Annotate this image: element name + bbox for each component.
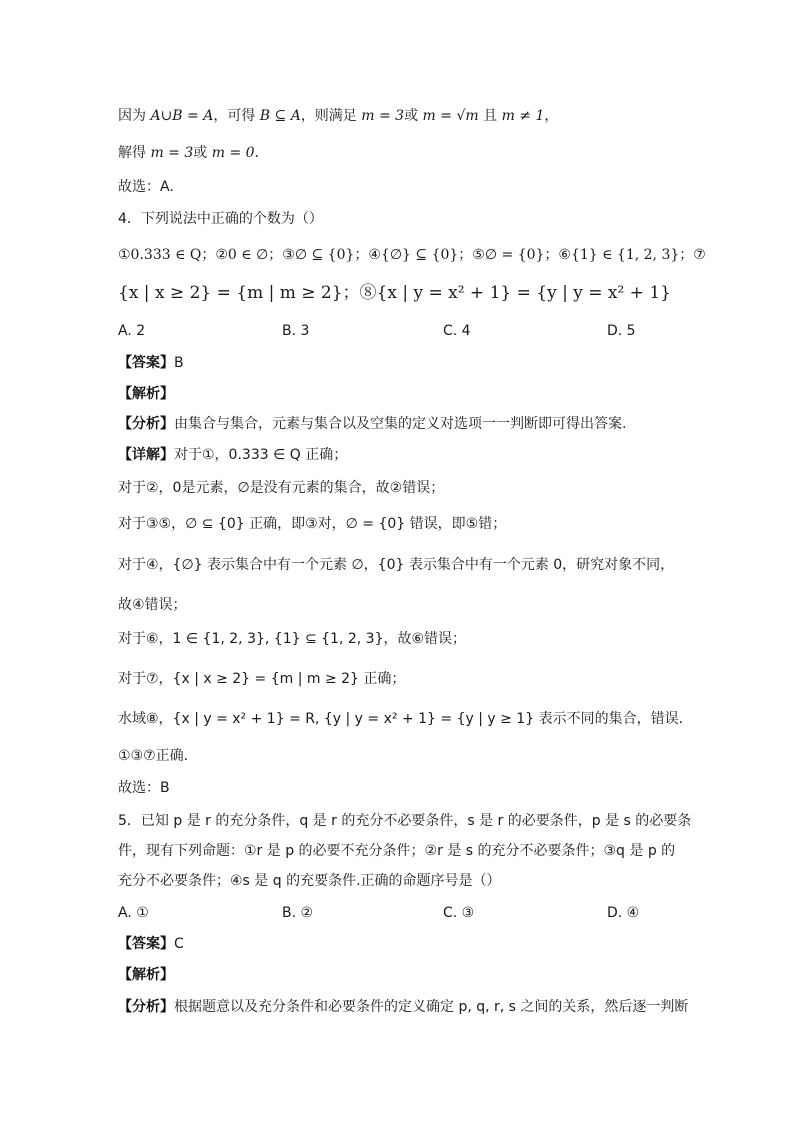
analysis-heading-5: 【解析】	[118, 967, 174, 983]
detail-4: 对于④，{∅} 表示集合中有一个元素 ∅，{0} 表示集合中有一个元素 0，研究对象不同，	[118, 557, 675, 573]
detail-label: 【详解】	[118, 447, 174, 463]
question-5-line1: 5．已知 p 是 r 的充分条件，q 是 r 的充分不必要条件，s 是 r 的必要条件，p 是 s 的必要条	[118, 813, 692, 829]
fenxi-text: 根据题意以及充分条件和必要条件的定义确定 p, q, r, s 之间的关系，然后逐一判断	[174, 999, 689, 1015]
answer-value: C	[174, 936, 184, 952]
question-5-line2: 件，现有下列命题：①r 是 p 的必要不充分条件；②r 是 s 的充分不必要条件；③q 是 p 的	[118, 843, 676, 859]
analysis-summary	[118, 414, 626, 434]
detail-text: 对于①，0.333 ∈ Q 正确；	[174, 447, 348, 463]
question-4-statements-row2: {x | x ≥ 2} = {m | m ≥ 2}；⑧{x | y = x² + 1} = {y | y = x² + 1}	[118, 283, 671, 303]
fenxi-label: 【分析】	[118, 999, 174, 1015]
math-expr: B ⊆ A	[259, 108, 301, 124]
option-c: C. 4	[443, 323, 471, 339]
text: 或	[193, 145, 212, 161]
choice-line: 故选：A.	[118, 179, 174, 195]
detail-7: 对于⑦，{x | x ≥ 2} = {m | m ≥ 2} 正确；	[118, 671, 406, 687]
math-expr: m ≠ 1	[501, 108, 545, 124]
text: ．	[254, 145, 269, 161]
question-4-title: 4．下列说法中正确的个数为（）	[118, 211, 323, 227]
answer-line	[118, 353, 184, 373]
question-5-line3: 充分不必要条件；④s 是 q 的充要条件.正确的命题序号是（）	[118, 873, 501, 889]
option-b: B. 3	[282, 323, 310, 339]
text: ，	[544, 108, 559, 124]
text: 解得	[118, 145, 151, 161]
math-expr: A∪B = A	[150, 108, 214, 124]
text: ，则满足	[300, 108, 362, 124]
answer-label: 【答案】	[118, 355, 174, 371]
text: 或	[404, 108, 423, 124]
detail-6: 对于⑥，1 ∈ {1, 2, 3}, {1} ⊆ {1, 2, 3}，故⑥错误；	[118, 631, 467, 647]
option-d: D. 5	[607, 323, 636, 339]
solution-line-union	[118, 106, 558, 126]
math-expr: m = √m	[422, 108, 479, 124]
detail-2: 对于②，0是元素，∅是没有元素的集合，故②错误；	[118, 480, 445, 496]
text: ，可得	[213, 108, 260, 124]
detail-1	[118, 445, 347, 465]
answer-label: 【答案】	[118, 936, 174, 952]
option-d: D. ④	[607, 905, 640, 921]
fenxi-label: 【分析】	[118, 416, 174, 432]
text: 因为	[118, 108, 151, 124]
math-expr: m = 0	[211, 145, 255, 161]
math-expr: m = 3	[361, 108, 405, 124]
detail-9: ①③⑦正确.	[118, 748, 189, 764]
final-choice: 故选：B	[118, 780, 170, 796]
answer-value: B	[174, 355, 184, 371]
option-b: B. ②	[282, 905, 314, 921]
answer-line-5	[118, 934, 184, 954]
option-a: A. ①	[118, 905, 149, 921]
option-a: A. 2	[118, 323, 146, 339]
fenxi-text: 由集合与集合，元素与集合以及空集的定义对选项一一判断即可得出答案.	[174, 416, 627, 432]
solution-line-result	[118, 143, 269, 163]
detail-8: 水域⑧，{x | y = x² + 1} = R, {y | y = x² + 1} = {y | y ≥ 1} 表示不同的集合，错误.	[118, 711, 684, 727]
math-expr: m = 3	[150, 145, 194, 161]
detail-5: 故④错误；	[118, 597, 187, 613]
analysis-heading: 【解析】	[118, 386, 174, 402]
analysis-summary-5	[118, 997, 688, 1017]
detail-3: 对于③⑤，∅ ⊆ {0} 正确，即③对，∅ = {0} 错误，即⑤错；	[118, 516, 507, 532]
text: 且	[478, 108, 502, 124]
question-4-statements-row1: ①0.333 ∈ Q；②0 ∈ ∅；③∅ ⊆ {0}；④{∅} ⊆ {0}；⑤∅ = {0}；⑥{1} ∈ {1, 2, 3}；⑦	[118, 247, 706, 263]
option-c: C. ③	[443, 905, 475, 921]
